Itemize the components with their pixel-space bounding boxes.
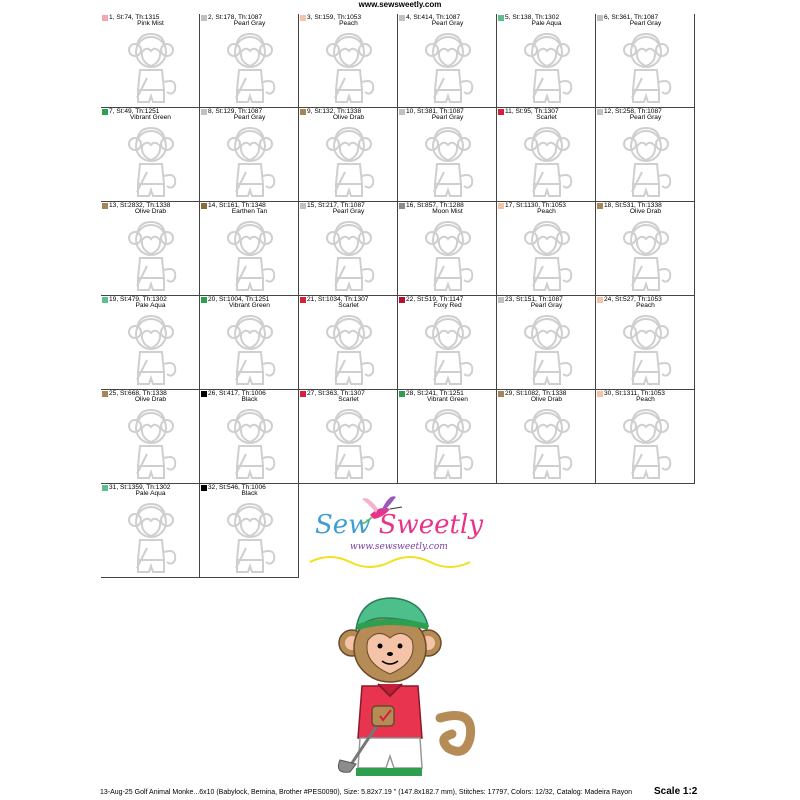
thread-name: Olive Drab bbox=[332, 114, 365, 121]
color-step-cell bbox=[101, 390, 200, 484]
step-info: 13, St:2832, Th:1338 bbox=[109, 202, 171, 209]
monkey-outline-icon bbox=[321, 214, 377, 294]
color-step-cell bbox=[299, 108, 398, 202]
thread-name: Vibrant Green bbox=[130, 114, 171, 121]
thread-name: Pearl Gray bbox=[233, 114, 266, 121]
thread-name: Pale Aqua bbox=[531, 20, 562, 27]
color-step-cell bbox=[200, 14, 299, 108]
thread-name: Pearl Gray bbox=[233, 20, 266, 27]
monkey-outline-icon bbox=[618, 120, 674, 200]
monkey-outline-icon bbox=[420, 214, 476, 294]
step-info: 25, St:668, Th:1338 bbox=[109, 390, 167, 397]
monkey-outline-icon bbox=[222, 496, 278, 576]
color-step-cell bbox=[398, 296, 497, 390]
color-step-cell bbox=[497, 202, 596, 296]
color-step-cell bbox=[299, 296, 398, 390]
color-step-cell bbox=[200, 296, 299, 390]
step-info: 24, St:527, Th:1053 bbox=[604, 296, 662, 303]
monkey-outline-icon bbox=[123, 308, 179, 388]
color-step-cell bbox=[596, 14, 695, 108]
step-info: 16, St:857, Th:1288 bbox=[406, 202, 464, 209]
monkey-outline-icon bbox=[420, 120, 476, 200]
monkey-outline-icon bbox=[618, 308, 674, 388]
logo-text-sweetly: Sweetly bbox=[378, 510, 484, 540]
monkey-outline-icon bbox=[222, 308, 278, 388]
monkey-outline-icon bbox=[123, 214, 179, 294]
thread-name: Olive Drab bbox=[530, 396, 563, 403]
thread-name: Peach bbox=[636, 302, 655, 309]
thread-name: Foxy Red bbox=[433, 302, 462, 309]
thread-name: Pearl Gray bbox=[332, 208, 365, 215]
color-step-cell bbox=[497, 296, 596, 390]
thread-name: Pearl Gray bbox=[530, 302, 563, 309]
color-step-cell bbox=[101, 484, 200, 578]
color-step-cell bbox=[596, 202, 695, 296]
thread-name: Black bbox=[241, 396, 258, 403]
footer-info: 13-Aug-25 Golf Animal Monke...6x10 (Babylock, Bernina, Brother #PES0090), Size: 5.82x7.19 " (147.8x182.7 mm), Stitches: 17797, Colors: 12/32, Catalog: Madeira Rayon bbox=[100, 789, 633, 796]
thread-name: Pale Aqua bbox=[135, 490, 166, 497]
thread-name: Pearl Gray bbox=[431, 114, 464, 121]
color-step-cell bbox=[101, 14, 200, 108]
thread-name: Earthen Tan bbox=[231, 208, 268, 215]
color-step-cell bbox=[398, 202, 497, 296]
thread-name: Peach bbox=[537, 208, 556, 215]
thread-name: Moon Mist bbox=[432, 208, 463, 215]
monkey-outline-icon bbox=[222, 402, 278, 482]
monkey-outline-icon bbox=[321, 308, 377, 388]
step-info: 2, St:178, Th:1087 bbox=[208, 14, 263, 21]
thread-name: Scarlet bbox=[536, 114, 557, 121]
step-info: 12, St:258, Th:1087 bbox=[604, 108, 662, 115]
monkey-outline-icon bbox=[222, 214, 278, 294]
logo-url: www.sewsweetly.com bbox=[350, 542, 448, 552]
step-info: 32, St:546, Th:1006 bbox=[208, 484, 266, 491]
color-step-cell bbox=[497, 108, 596, 202]
step-info: 10, St:381, Th:1087 bbox=[406, 108, 464, 115]
thread-name: Olive Drab bbox=[134, 208, 167, 215]
monkey-outline-icon bbox=[519, 26, 575, 106]
thread-name: Olive Drab bbox=[134, 396, 167, 403]
sew-sweetly-logo bbox=[300, 490, 500, 575]
golf-monkey-preview bbox=[310, 588, 490, 788]
thread-name: Black bbox=[241, 490, 258, 497]
step-info: 28, St:241, Th:1251 bbox=[406, 390, 464, 397]
color-step-cell bbox=[101, 202, 200, 296]
monkey-outline-icon bbox=[123, 26, 179, 106]
thread-name: Peach bbox=[636, 396, 655, 403]
monkey-outline-icon bbox=[519, 308, 575, 388]
step-info: 31, St:1359, Th:1302 bbox=[109, 484, 171, 491]
color-step-cell bbox=[200, 202, 299, 296]
color-step-cell bbox=[596, 390, 695, 484]
thread-name: Pink Mist bbox=[137, 20, 164, 27]
color-step-cell bbox=[101, 296, 200, 390]
color-step-cell bbox=[398, 390, 497, 484]
step-info: 11, St:95, Th:1307 bbox=[505, 108, 559, 115]
step-info: 18, St:531, Th:1338 bbox=[604, 202, 662, 209]
color-step-cell bbox=[497, 14, 596, 108]
thread-name: Pale Aqua bbox=[135, 302, 166, 309]
step-info: 5, St:138, Th:1302 bbox=[505, 14, 560, 21]
thread-name: Scarlet bbox=[338, 396, 359, 403]
color-step-cell bbox=[398, 14, 497, 108]
color-step-cell bbox=[299, 202, 398, 296]
monkey-outline-icon bbox=[123, 402, 179, 482]
step-info: 4, St:414, Th:1087 bbox=[406, 14, 461, 21]
monkey-outline-icon bbox=[222, 26, 278, 106]
step-info: 23, St:151, Th:1087 bbox=[505, 296, 563, 303]
step-info: 1, St:74, Th:1315 bbox=[109, 14, 160, 21]
thread-name: Pearl Gray bbox=[629, 20, 662, 27]
thread-name: Vibrant Green bbox=[229, 302, 270, 309]
step-info: 6, St:361, Th:1087 bbox=[604, 14, 659, 21]
step-info: 15, St:217, Th:1087 bbox=[307, 202, 365, 209]
step-info: 20, St:1004, Th:1251 bbox=[208, 296, 270, 303]
color-step-cell bbox=[398, 108, 497, 202]
thread-name: Scarlet bbox=[338, 302, 359, 309]
color-step-cell bbox=[596, 296, 695, 390]
step-info: 7, St:49, Th:1251 bbox=[109, 108, 160, 115]
monkey-outline-icon bbox=[420, 308, 476, 388]
step-info: 14, St:161, Th:1348 bbox=[208, 202, 266, 209]
monkey-outline-icon bbox=[321, 402, 377, 482]
logo-text-sew: Sew bbox=[315, 510, 379, 540]
step-info: 27, St:363, Th:1307 bbox=[307, 390, 365, 397]
monkey-outline-icon bbox=[222, 120, 278, 200]
color-step-cell bbox=[497, 390, 596, 484]
color-step-cell bbox=[200, 484, 299, 578]
monkey-outline-icon bbox=[420, 26, 476, 106]
monkey-outline-icon bbox=[321, 120, 377, 200]
step-info: 9, St:132, Th:1338 bbox=[307, 108, 362, 115]
thread-name: Pearl Gray bbox=[629, 114, 662, 121]
thread-name: Pearl Gray bbox=[431, 20, 464, 27]
monkey-outline-icon bbox=[618, 26, 674, 106]
thread-name: Olive Drab bbox=[629, 208, 662, 215]
color-step-cell bbox=[299, 390, 398, 484]
monkey-outline-icon bbox=[519, 120, 575, 200]
color-step-cell bbox=[299, 14, 398, 108]
step-info: 21, St:1034, Th:1307 bbox=[307, 296, 369, 303]
color-step-cell bbox=[200, 390, 299, 484]
step-info: 29, St:1082, Th:1338 bbox=[505, 390, 567, 397]
thread-name: Peach bbox=[339, 20, 358, 27]
site-url: www.sewsweetly.com bbox=[358, 0, 442, 9]
step-info: 26, St:417, Th:1006 bbox=[208, 390, 266, 397]
monkey-outline-icon bbox=[321, 26, 377, 106]
monkey-outline-icon bbox=[519, 402, 575, 482]
step-info: 17, St:1130, Th:1053 bbox=[505, 202, 566, 209]
color-step-cell bbox=[200, 108, 299, 202]
scale-label: Scale 1:2 bbox=[654, 786, 698, 797]
monkey-outline-icon bbox=[618, 402, 674, 482]
monkey-outline-icon bbox=[420, 402, 476, 482]
color-step-cell bbox=[101, 108, 200, 202]
thread-name: Vibrant Green bbox=[427, 396, 468, 403]
step-info: 30, St:1311, Th:1053 bbox=[604, 390, 665, 397]
monkey-outline-icon bbox=[123, 120, 179, 200]
color-step-cell bbox=[596, 108, 695, 202]
step-info: 22, St:519, Th:1147 bbox=[406, 296, 464, 303]
monkey-outline-icon bbox=[519, 214, 575, 294]
monkey-outline-icon bbox=[618, 214, 674, 294]
step-info: 19, St:479, Th:1302 bbox=[109, 296, 167, 303]
monkey-outline-icon bbox=[123, 496, 179, 576]
step-info: 8, St:129, Th:1087 bbox=[208, 108, 263, 115]
step-info: 3, St:159, Th:1053 bbox=[307, 14, 362, 21]
